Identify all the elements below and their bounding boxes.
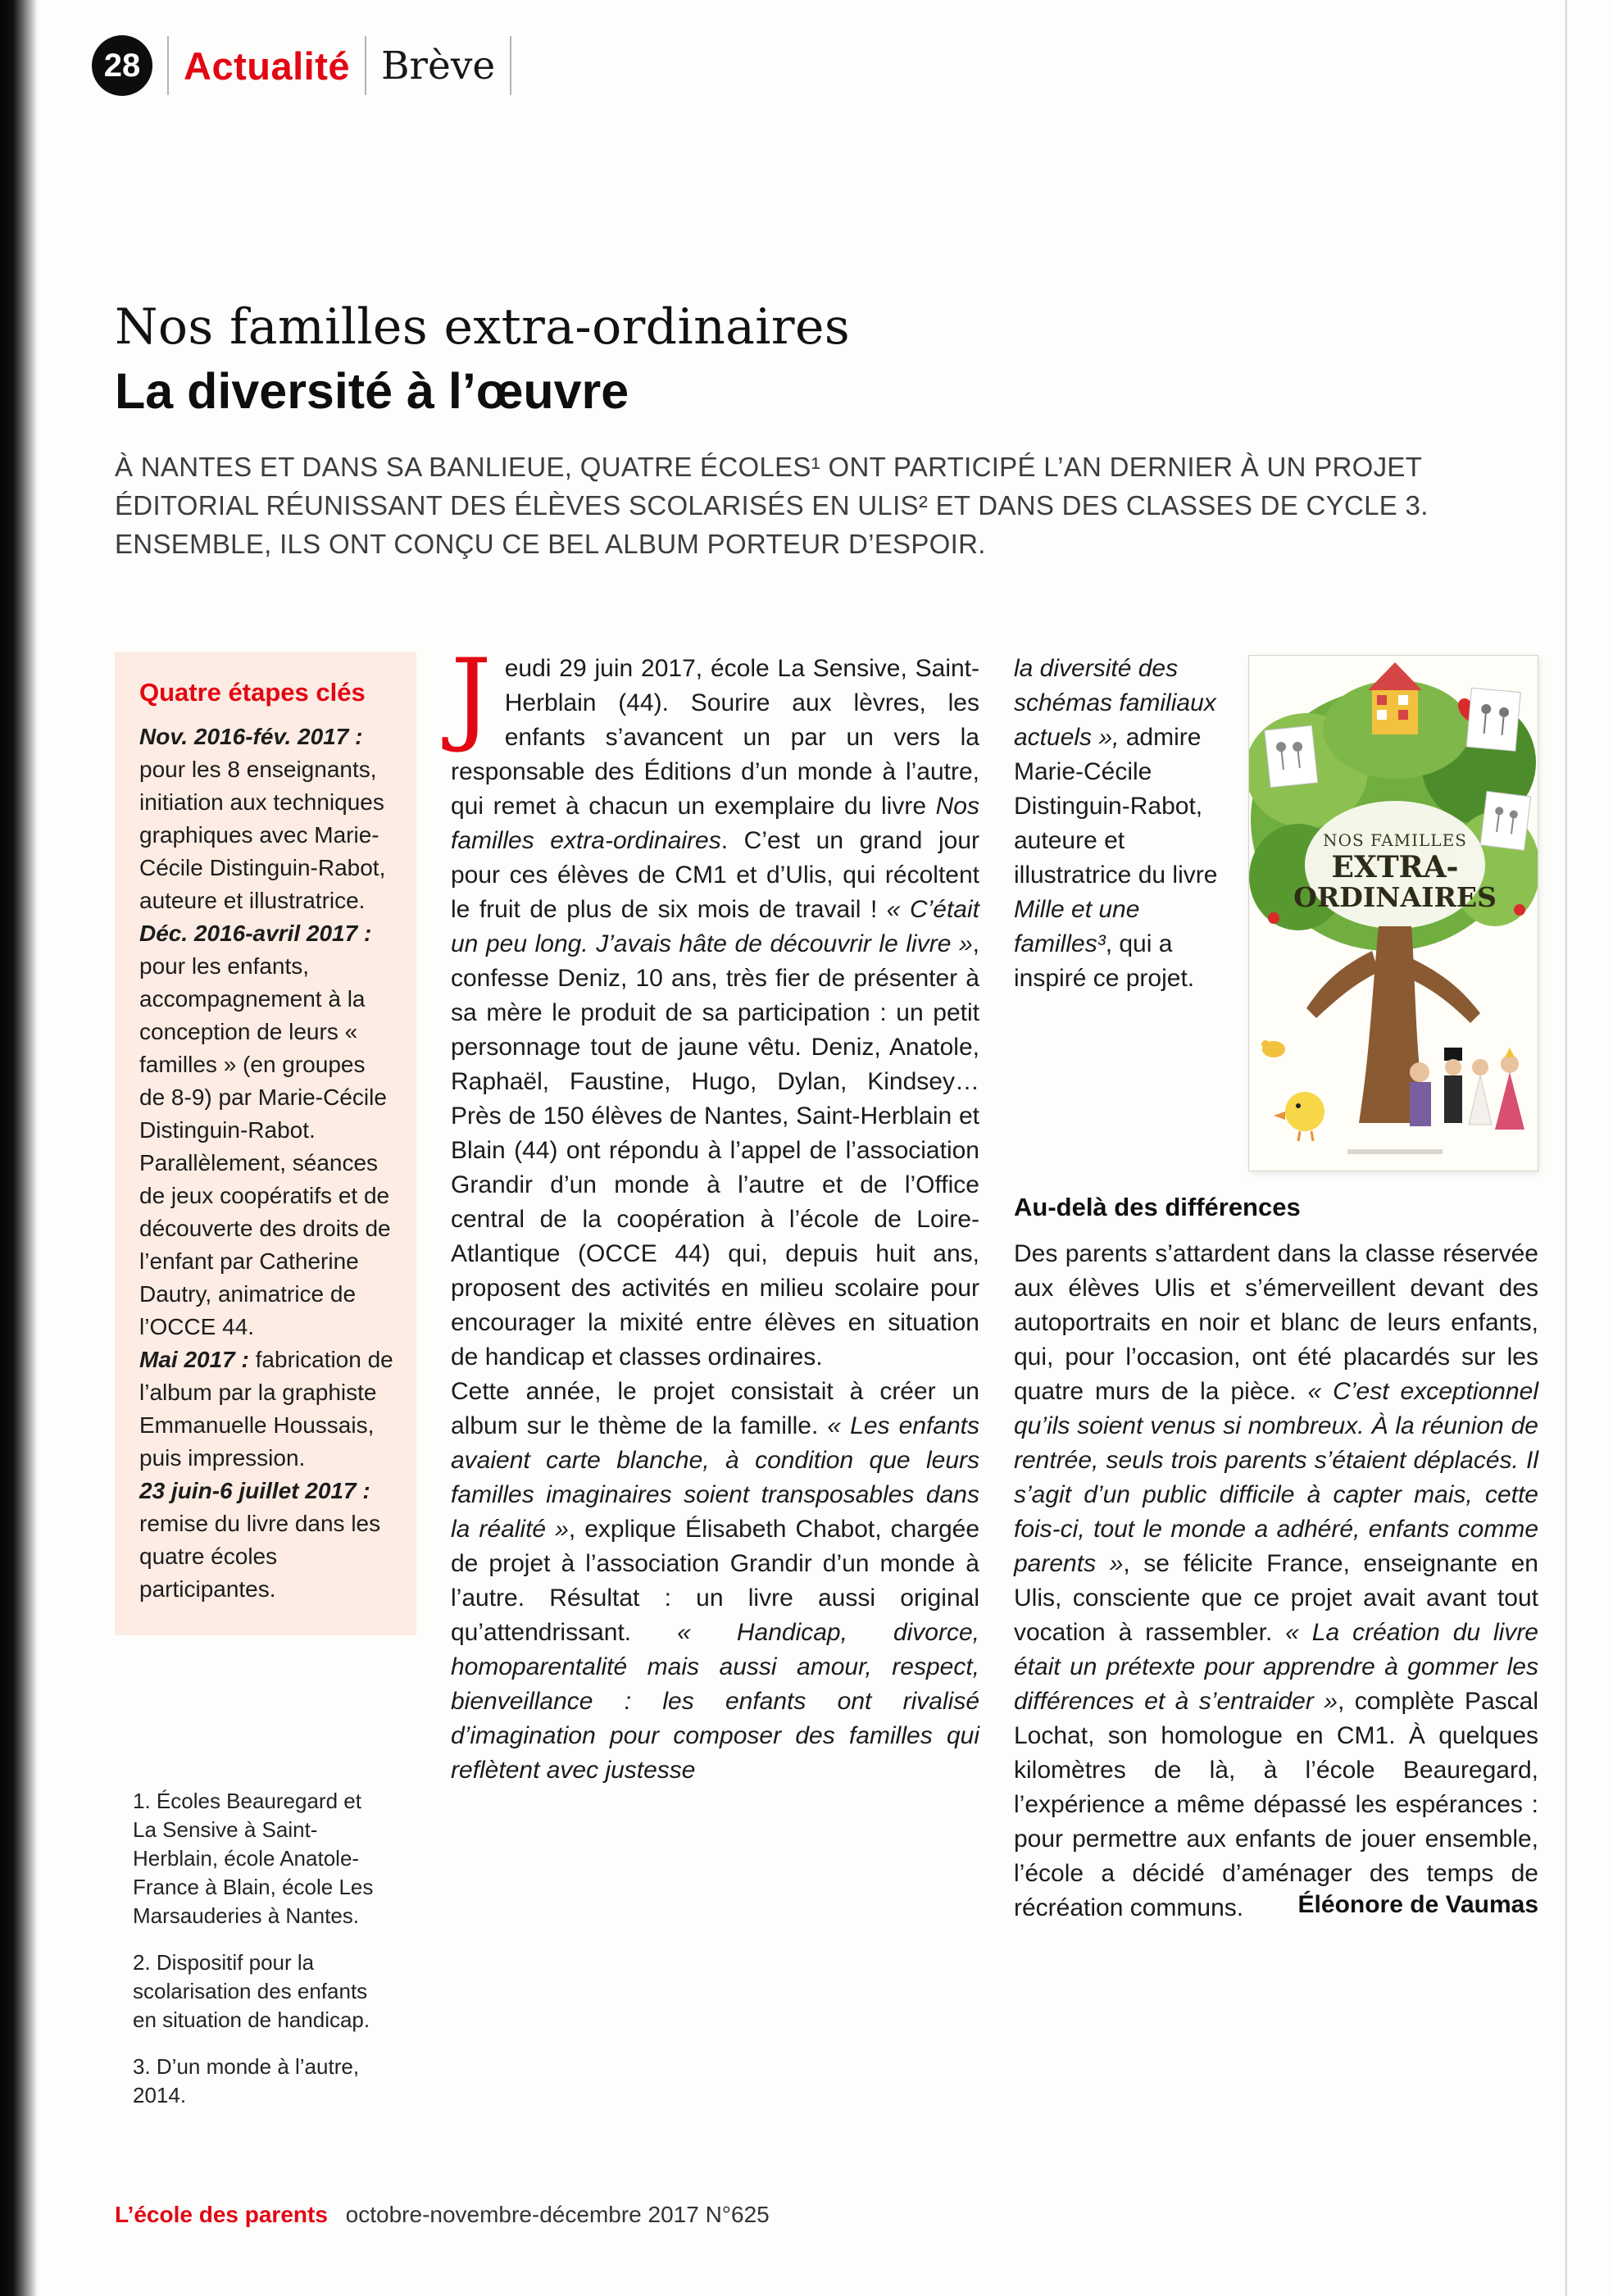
paragraph-4: Des parents s’attardent dans la classe réservée aux élèves Ulis et s’émerveillent devant des autoportraits en noir et blanc de leurs enfants, qui, pour l’occasion, ont été placardés sur les quatre murs de la pièce. « C’est exceptionnel qu’ils soient venus si nombreux. À la réunion de rentrée, seuls trois parents s’étaient déplacés. Il s’agit d’un public difficile à capter mais, cette fois-ci, tout le monde a adhéré, enfants comme parents », se félicite France, enseignante en Ulis, consciente que ce projet avait avant tout vocation à rassembler. « La création du livre était un prétexte pour apprendre à gommer les différences et à s’entraider », complète Pascal Lochat, son homologue en CM1. À quelques kilomètres de là, à l’école Beauregard, l’expérience a même dépassé les espérances : pour permettre aux enfants de jouer ensemble, l’école a décidé d’aménager des temps de récréation communs.	[1014, 1240, 1539, 1921]
standfirst: À NANTES ET DANS SA BANLIEUE, QUATRE ÉCOLES¹ ONT PARTICIPÉ L’AN DERNIER À UN PROJET ÉDITORIAL RÉUNISSANT DES ÉLÈVES SCOLARISÉS EN ULIS² ET DANS DES CLASSES DE CYCLE 3. ENSEMBLE, ILS ONT CONÇU CE BEL ALBUM PORTEUR D’ESPOIR.	[115, 452, 1429, 559]
key-step	[139, 1344, 393, 1475]
footnote-1: 1. Écoles Beauregard et La Sensive à Saint-Herblain, école Anatole-France à Blain, école Les Marsauderies à Nantes.	[133, 1789, 374, 1928]
header-divider	[510, 36, 511, 95]
key-step-date: Mai 2017 :	[139, 1347, 249, 1372]
key-step	[139, 1475, 393, 1606]
drop-cap: J	[451, 638, 492, 756]
page-number: 28	[103, 47, 141, 84]
article-body	[115, 638, 1539, 2128]
key-step	[139, 721, 393, 917]
scan-left-edge	[0, 0, 38, 2296]
key-steps-box	[115, 652, 416, 1635]
paragraph-1	[451, 638, 979, 1375]
paragraph-2: Cette année, le projet consistait à créer un album sur le thème de la famille. « Les enfants avaient carte blanche, à condition que leurs familles imaginaires soient transposables dans la réalité », explique Élisabeth Chabot, chargée de projet à l’association Grandir d’un monde à l’autre. Résultat : un livre aussi original qu’attendrissant. « Handicap, divorce, homoparentalité mais aussi amour, respect, bienveillance : les enfants ont rivalisé d’imagination pour composer des familles qui reflètent avec justesse	[451, 1378, 980, 1784]
key-step-text: fabrication de l’album par la graphiste Emmanuelle Houssais, puis impression.	[139, 1347, 393, 1471]
right-column	[1014, 652, 1538, 1919]
key-step-date: Nov. 2016-fév. 2017 :	[139, 724, 363, 749]
magazine-name: L’école des parents	[115, 2202, 328, 2227]
author-byline: Éléonore de Vaumas	[1297, 1891, 1538, 1918]
footnotes	[115, 1787, 391, 2110]
subsection-label: Brève	[381, 43, 496, 89]
page-header	[92, 33, 511, 98]
key-step	[139, 917, 393, 1344]
key-step-text: pour les 8 enseignants, initiation aux techniques graphiques avec Marie-Cécile Distinguin-Rabot, auteure et illustratrice.	[139, 757, 386, 913]
key-step-date: 23 juin-6 juillet 2017 :	[139, 1478, 370, 1503]
key-step-text: pour les enfants, accompagnement à la conception de leurs « familles » (en groupes de 8-9) par Marie-Cécile Distinguin-Rabot. Parallèlement, séances de jeux coopératifs et de découverte des droits de l’enfant par Catherine Dautry, animatrice de l’OCCE 44.	[139, 953, 391, 1339]
article-kicker: Nos familles extra-ordinaires	[115, 298, 851, 356]
header-divider	[365, 36, 366, 95]
article-title: La diversité à l’œuvre	[115, 363, 629, 419]
book-title-line-3: ORDINAIRES	[1293, 881, 1497, 913]
book-title-line-1: NOS FAMILLES	[1323, 830, 1467, 850]
issue-info: octobre-novembre-décembre 2017 N°625	[345, 2202, 770, 2227]
page-footer	[115, 2202, 770, 2228]
footnote-3: 3. D’un monde à l’autre, 2014.	[133, 2054, 360, 2107]
section-subhead: Au-delà des différences	[1014, 1193, 1301, 1221]
book-title-line-2: EXTRA-	[1331, 850, 1459, 884]
scan-right-crease	[1565, 0, 1567, 2296]
key-step-date: Déc. 2016-avril 2017 :	[139, 921, 372, 946]
middle-column	[451, 638, 980, 1788]
section-label: Actualité	[184, 43, 350, 88]
left-column	[115, 652, 416, 2128]
paragraph-3: la diversité des schémas familiaux actuels », admire Marie-Cécile Distinguin-Rabot, auteure et illustratrice du livre Mille et une familles³, qui a inspiré ce projet.	[1014, 655, 1218, 992]
headline-block	[115, 298, 1508, 564]
key-step-text: remise du livre dans les quatre écoles participantes.	[139, 1511, 381, 1602]
footnote-2: 2. Dispositif pour la scolarisation des enfants en situation de handicap.	[133, 1950, 370, 2032]
paragraph-1-text: eudi 29 juin 2017, école La Sensive, Saint-Herblain (44). Sourire aux lèvres, les enfants s’avancent un par un vers la responsable des Éditions d’un monde à l’autre, qui remet à chacun un exemplaire du livre Nos familles extra-ordinaires. C’est un grand jour pour ces élèves de CM1 et d’Ulis, qui récoltent le fruit de plus de six mois de travail ! « C’était un peu long. J’avais hâte de découvrir le livre », confesse Deniz, 10 ans, très fier de présenter à sa mère le produit de sa participation : un petit personnage tout de jaune vêtu. Deniz, Anatole, Raphaël, Faustine, Hugo, Dylan, Kindsey… Près de 150 élèves de Nantes, Saint-Herblain et Blain (44) ont répondu à l’appel de l’association Grandir d’un monde à l’autre et de l’Office central de la coopération à l’école de Loire-Atlantique (OCCE 44) qui, depuis huit ans, proposent des activités en milieu scolaire pour encourager la mixité entre élèves en situation de handicap et classes ordinaires.	[451, 655, 979, 1371]
key-steps-title: Quatre étapes clés	[139, 678, 366, 707]
header-divider	[167, 36, 169, 95]
page-number-badge	[92, 35, 152, 96]
book-cover-image	[1248, 655, 1538, 1171]
book-cover-illustration	[1249, 656, 1538, 1171]
